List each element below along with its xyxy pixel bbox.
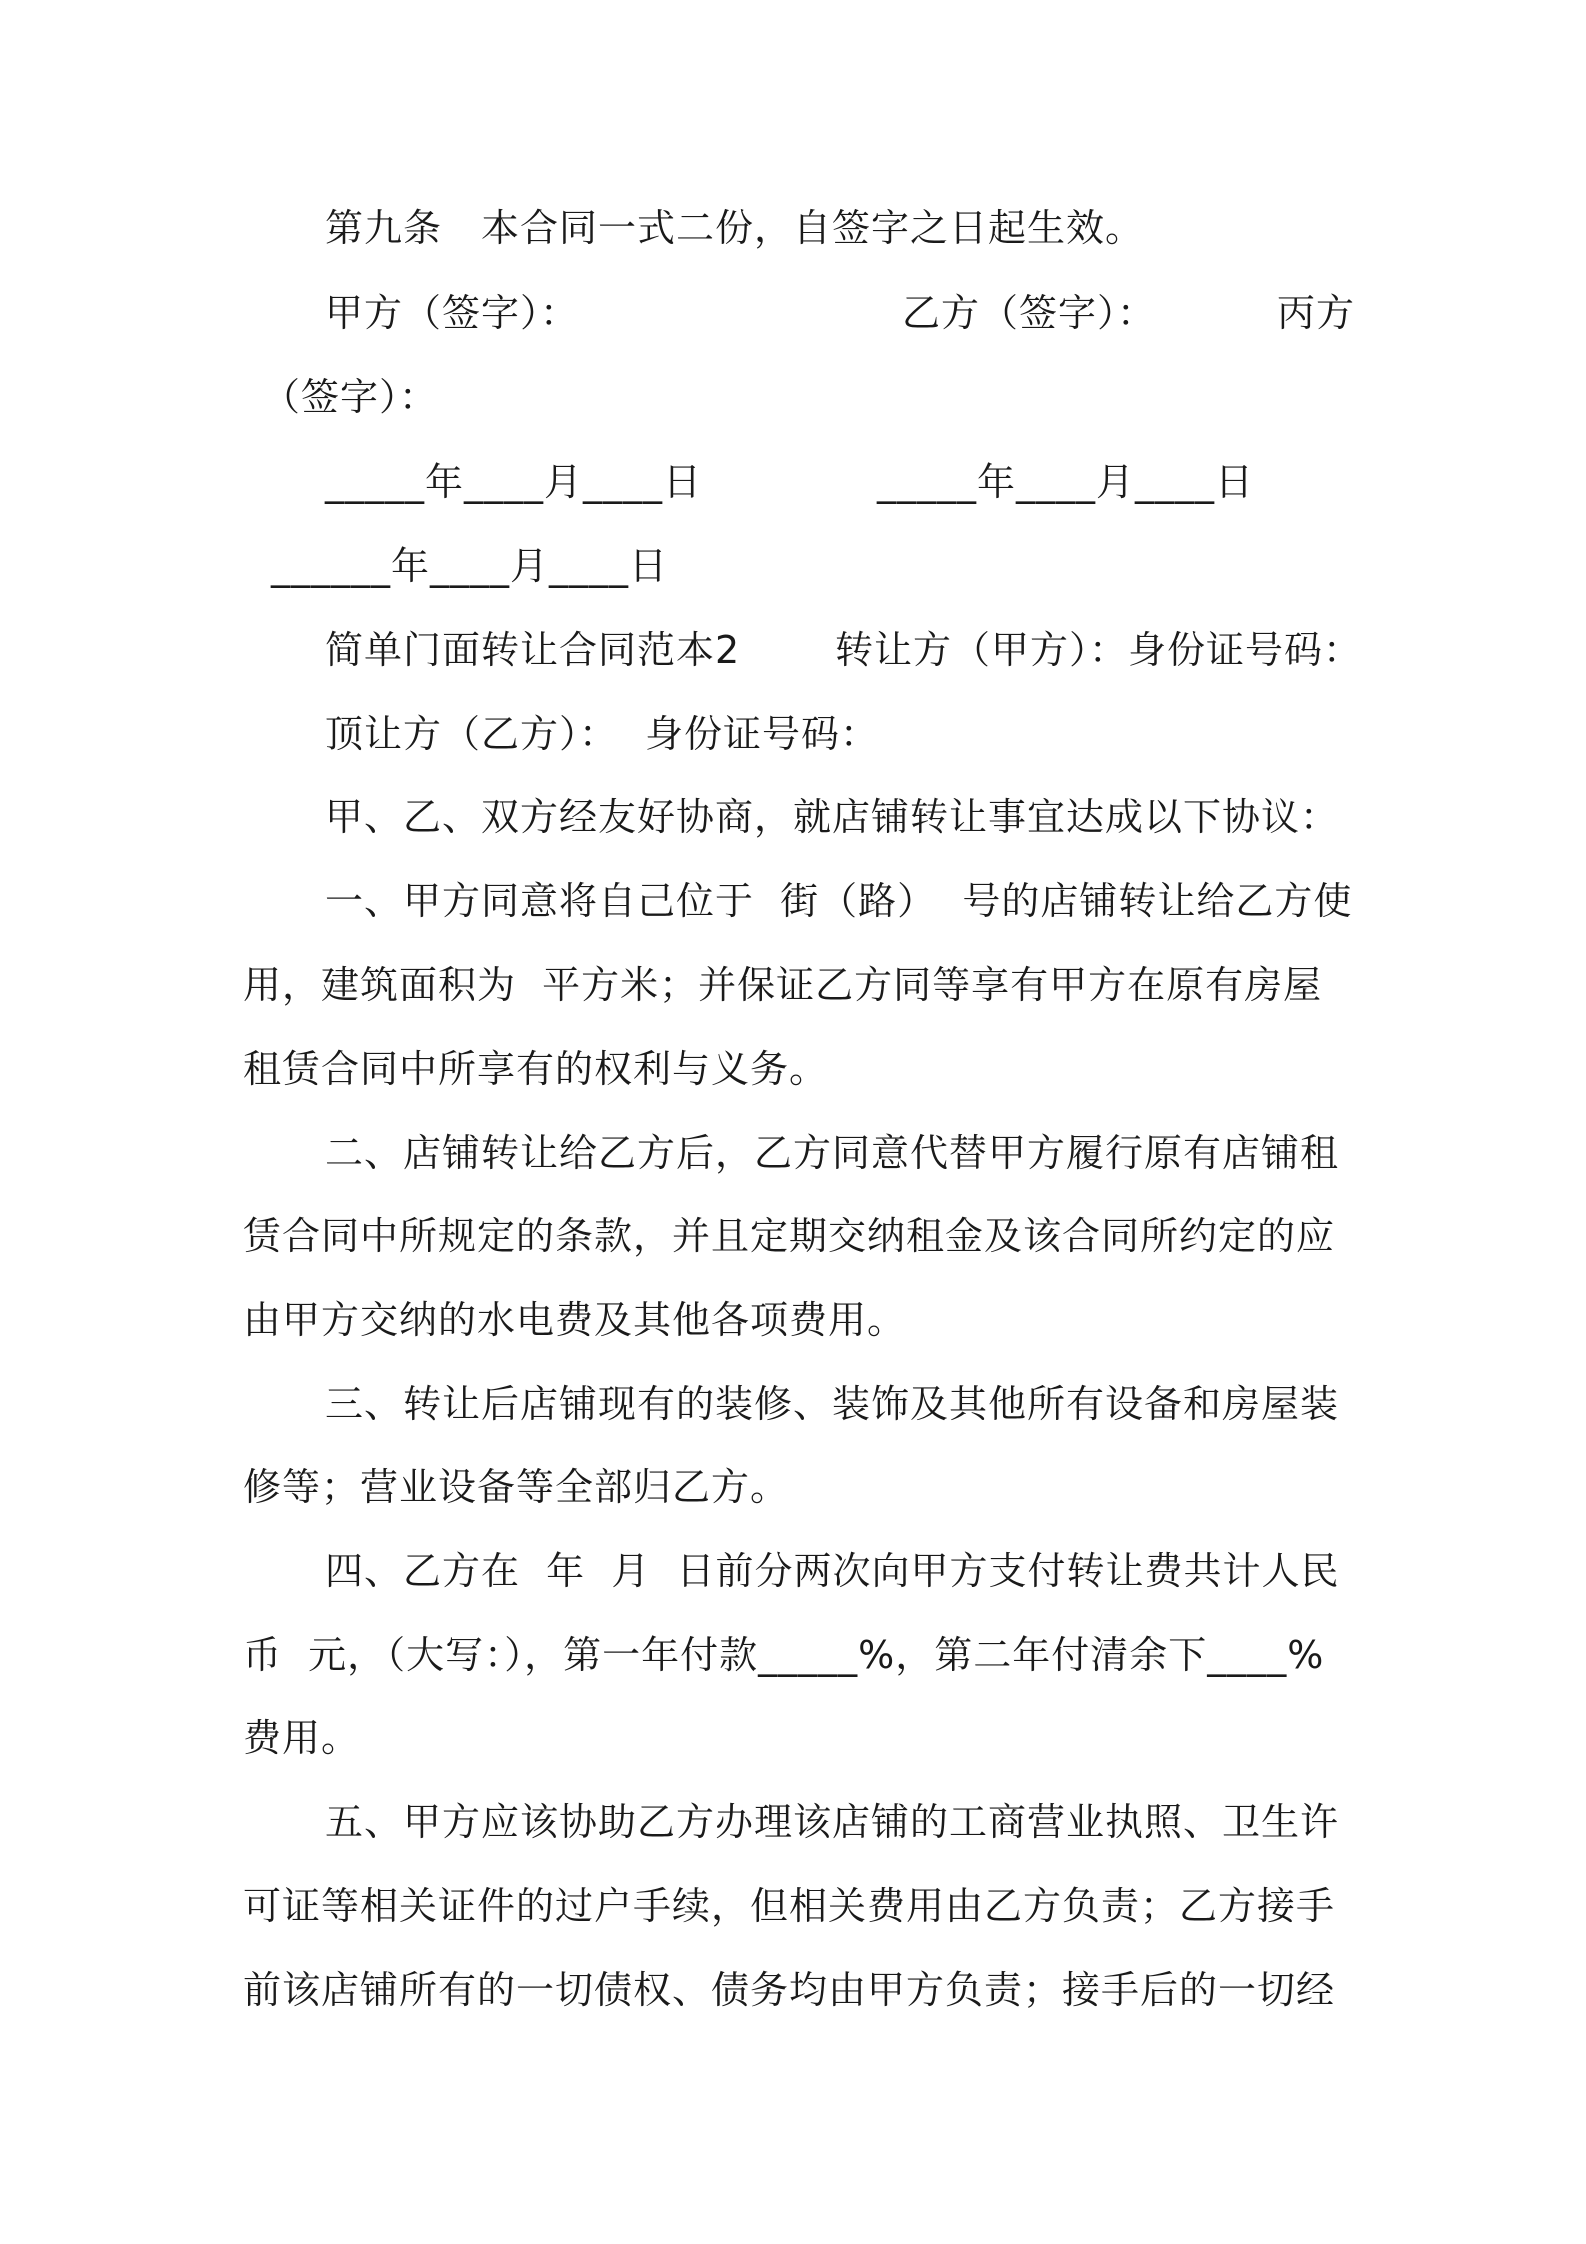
template-title: 简单门面转让合同范本2 xyxy=(325,628,741,672)
clause-one-line-1: 一、甲方同意将自己位于 街（路） 号的店铺转让给乙方使 xyxy=(325,879,1353,923)
transferor-line: 转让方（甲方）：身份证号码： xyxy=(835,628,1363,672)
party-a-signature-label: 甲方（签字）： xyxy=(325,291,580,335)
clause-two-line-1: 二、店铺转让给乙方后，乙方同意代替甲方履行原有店铺租 xyxy=(325,1131,1340,1175)
clause-one-line-3: 租赁合同中所享有的权利与义务。 xyxy=(243,1047,829,1091)
party-a-date-line: _____年____月____日 xyxy=(325,460,703,504)
party-c-date-line: ______年____月____日 xyxy=(271,544,669,588)
party-c-signature-label: （签字）： xyxy=(262,375,439,419)
clause-four-line-2: 币 元，（大写：），第一年付款_____%，第二年付清余下____% xyxy=(243,1633,1325,1677)
clause-three-line-1: 三、转让后店铺现有的装修、装饰及其他所有设备和房屋装 xyxy=(325,1382,1340,1426)
clause-three-line-2: 修等；营业设备等全部归乙方。 xyxy=(243,1465,790,1509)
clause-one-line-2: 用，建筑面积为 平方米；并保证乙方同等享有甲方在原有房屋 xyxy=(243,963,1323,1007)
clause-two-line-2: 赁合同中所规定的条款，并且定期交纳租金及该合同所约定的应 xyxy=(243,1214,1336,1258)
clause-five-line-2: 可证等相关证件的过户手续，但相关费用由乙方负责；乙方接手 xyxy=(243,1884,1336,1928)
clause-five-line-1: 五、甲方应该协助乙方办理该店铺的工商营业执照、卫生许 xyxy=(325,1800,1340,1844)
party-b-signature-label: 乙方（签字）： xyxy=(902,291,1157,335)
transferee-line: 顶让方（乙方）： xyxy=(325,712,619,756)
agreement-intro: 甲、乙、双方经友好协商，就店铺转让事宜达成以下协议： xyxy=(325,795,1340,839)
party-b-date-line: _____年____月____日 xyxy=(877,460,1255,504)
clause-two-line-3: 由甲方交纳的水电费及其他各项费用。 xyxy=(243,1298,907,1342)
clause-five-line-3: 前该店铺所有的一切债权、债务均由甲方负责；接手后的一切经 xyxy=(243,1968,1336,2012)
party-c-label: 丙方 xyxy=(1277,291,1356,335)
clause-four-line-3: 费用。 xyxy=(243,1716,361,1760)
transferee-id-line: 身份证号码： xyxy=(645,712,880,756)
clause-nine: 第九条 本合同一式二份，自签字之日起生效。 xyxy=(325,206,1145,250)
clause-four-line-1: 四、乙方在 年 月 日前分两次向甲方支付转让费共计人民 xyxy=(325,1549,1340,1593)
